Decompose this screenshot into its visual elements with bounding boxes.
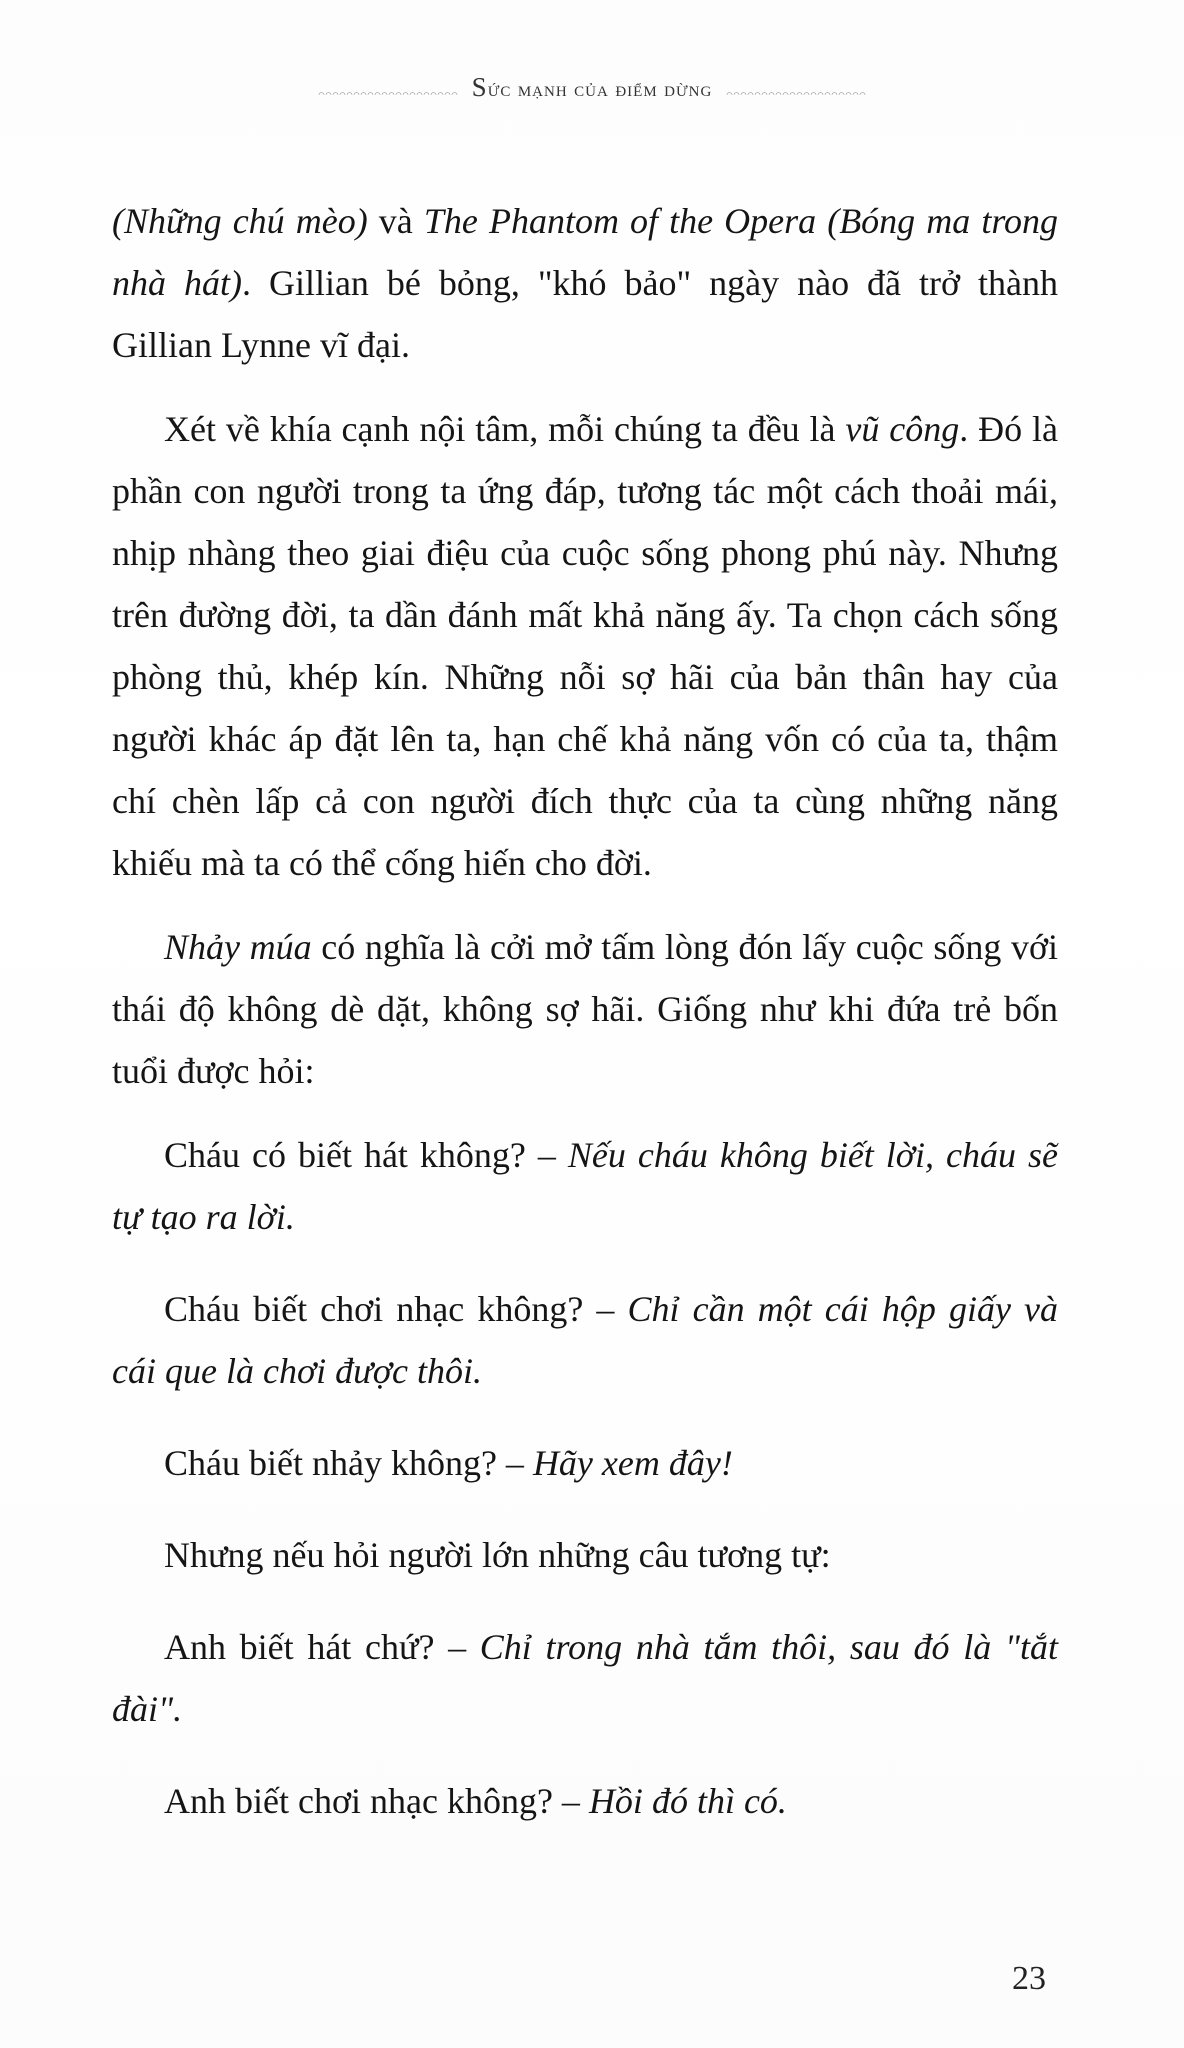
wave-ornament-left bbox=[318, 89, 458, 97]
question-text: Cháu biết chơi nhạc không? – bbox=[164, 1289, 628, 1329]
running-header bbox=[0, 72, 1184, 103]
paragraph bbox=[112, 1524, 1058, 1586]
answer-text: Chỉ trong nhà tắm thôi, sau đó là "tắt đài". bbox=[112, 1627, 1058, 1729]
wave-ornament-right bbox=[726, 89, 866, 97]
text-segment: Xét về khía cạnh nội tâm, mỗi chúng ta đều là bbox=[164, 409, 846, 449]
text-segment: có nghĩa là cởi mở tấm lòng đón lấy cuộc sống với thái độ không dè dặt, không sợ hãi. Giống như khi đứa trẻ bốn tuổi được hỏi: bbox=[112, 927, 1058, 1091]
dialogue-line bbox=[112, 1432, 1058, 1494]
text-segment: . Gillian bé bỏng, "khó bảo" ngày nào đã trở thành Gillian Lynne vĩ đại. bbox=[112, 263, 1058, 365]
italic-segment: (Những chú mèo) bbox=[112, 201, 368, 241]
paragraph bbox=[112, 190, 1058, 376]
italic-segment: vũ công bbox=[845, 409, 960, 449]
body-text bbox=[112, 190, 1058, 1854]
paragraph bbox=[112, 916, 1058, 1102]
running-title: Sức mạnh của điểm dừng bbox=[471, 72, 713, 102]
dialogue-line bbox=[112, 1770, 1058, 1832]
question-text: Anh biết hát chứ? – bbox=[164, 1627, 480, 1667]
italic-segment: The Phantom of the Opera (Bóng ma trong nhà hát) bbox=[112, 201, 1059, 303]
text-segment: và bbox=[367, 201, 424, 241]
text-segment: . Đó là phần con người trong ta ứng đáp, tương tác một cách thoải mái, nhịp nhàng theo giai điệu của cuộc sống phong phú này. Nhưng trên đường đời, ta dần đánh mất khả năng ấy. Ta chọn cách sống phòng thủ, khép kín. Những nỗi sợ hãi của bản thân hay của người khác áp đặt lên ta, hạn chế khả năng vốn có của ta, thậm chí chèn lấp cả con người đích thực của ta cùng những năng khiếu mà ta có thể cống hiến cho đời. bbox=[112, 409, 1058, 883]
answer-text: Chỉ cần một cái hộp giấy và cái que là chơi được thôi. bbox=[112, 1289, 1058, 1391]
question-text: Cháu có biết hát không? – bbox=[164, 1135, 568, 1175]
text-segment: Nhưng nếu hỏi người lớn những câu tương tự: bbox=[164, 1535, 831, 1575]
question-text: Cháu biết nhảy không? – bbox=[164, 1443, 533, 1483]
answer-text: Hồi đó thì có. bbox=[588, 1781, 787, 1821]
dialogue-line bbox=[112, 1616, 1058, 1740]
dialogue-line bbox=[112, 1278, 1058, 1402]
dialogue-line bbox=[112, 1124, 1058, 1248]
question-text: Anh biết chơi nhạc không? – bbox=[164, 1781, 589, 1821]
answer-text: Nếu cháu không biết lời, cháu sẽ tự tạo ra lời. bbox=[112, 1135, 1058, 1237]
paragraph bbox=[112, 398, 1058, 894]
italic-segment: Nhảy múa bbox=[164, 927, 312, 967]
answer-text: Hãy xem đây! bbox=[532, 1443, 733, 1483]
page-number: 23 bbox=[1012, 1960, 1046, 1997]
